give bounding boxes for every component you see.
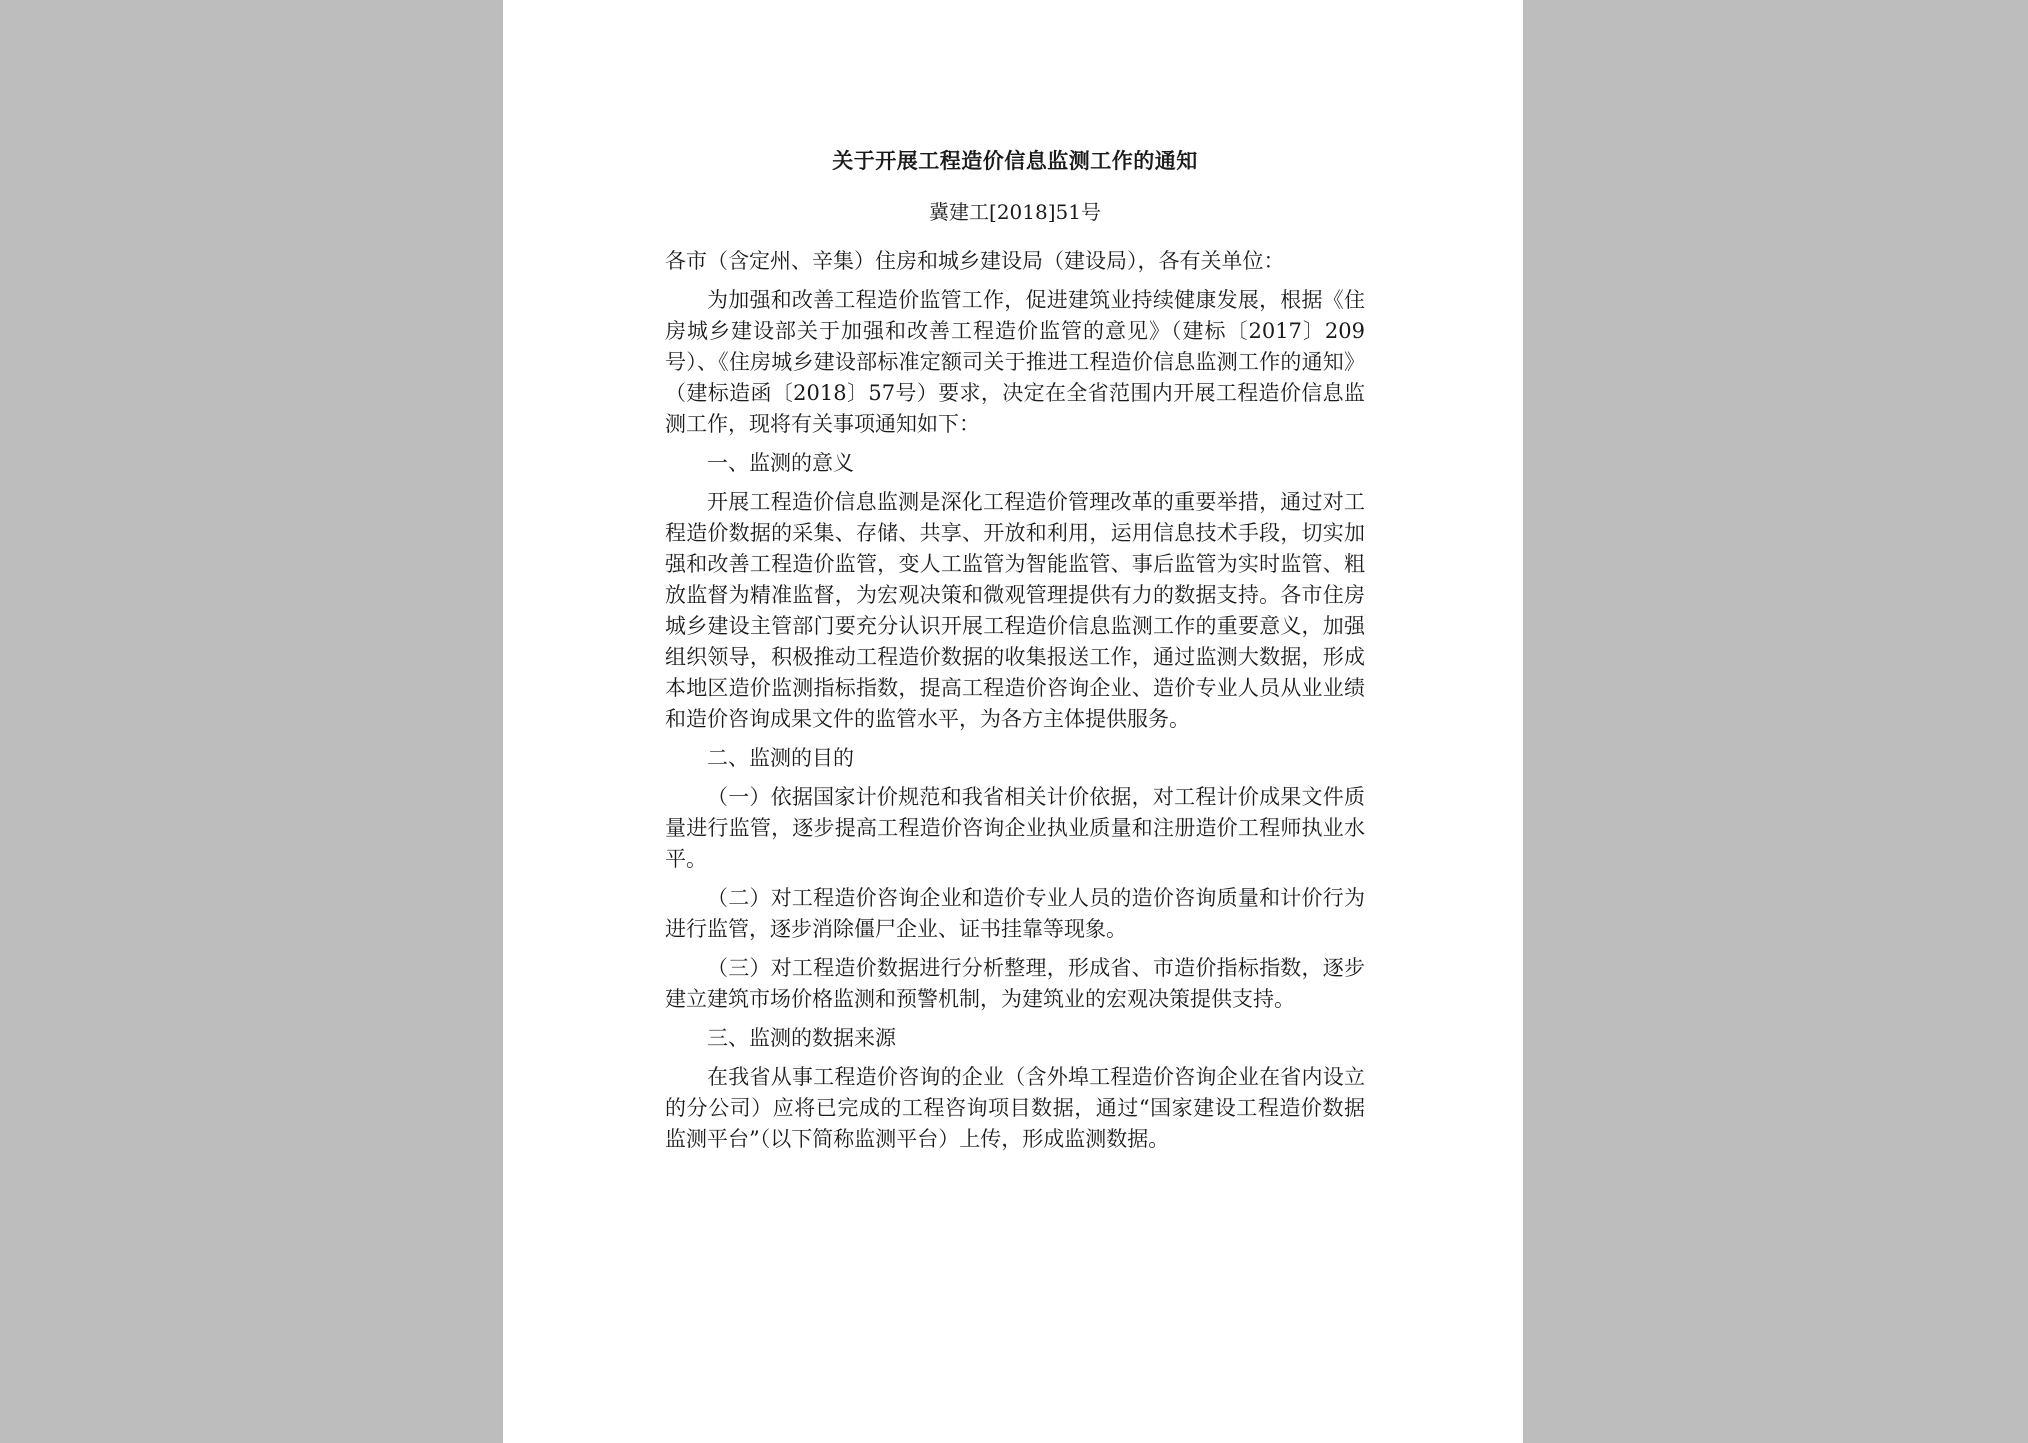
salutation: 各市（含定州、辛集）住房和城乡建设局（建设局），各有关单位： (665, 249, 1285, 273)
section-heading-purpose: 二、监测的目的 (707, 746, 854, 770)
section-body-data-source: 在我省从事工程造价咨询的企业（含外埠工程造价咨询企业在省内设立的分公司）应将已完成的工程咨询项目数据，通过“国家建设工程造价数据监测平台”（以下简称监测平台）上传，形成监测数据。 (665, 1065, 1365, 1151)
intro-paragraph: 为加强和改善工程造价监管工作，促进建筑业持续健康发展，根据《住房城乡建设部关于加强和改善工程造价监管的意见》（建标〔2017〕209号）、《住房城乡建设部标准定额司关于推进工程造价信息监测工作的通知》（建标造函〔2018〕57号）要求，决定在全省范围内开展工程造价信息监测工作，现将有关事项通知如下： (665, 288, 1365, 436)
purpose-item-1: （一）依据国家计价规范和我省相关计价依据，对工程计价成果文件质量进行监管，逐步提高工程造价咨询企业执业质量和注册造价工程师执业水平。 (665, 785, 1365, 871)
section-heading-data-source: 三、监测的数据来源 (707, 1026, 896, 1050)
document-page (503, 0, 1523, 1443)
section-heading-significance: 一、监测的意义 (707, 451, 854, 475)
page-content (665, 146, 1365, 1163)
section-body-significance: 开展工程造价信息监测是深化工程造价管理改革的重要举措，通过对工程造价数据的采集、存储、共享、开放和利用，运用信息技术手段，切实加强和改善工程造价监管，变人工监管为智能监管、事后监管为实时监管、粗放监督为精准监督，为宏观决策和微观管理提供有力的数据支持。各市住房城乡建设主管部门要充分认识开展工程造价信息监测工作的重要意义，加强组织领导，积极推动工程造价数据的收集报送工作，通过监测大数据，形成本地区造价监测指标指数，提高工程造价咨询企业、造价专业人员从业业绩和造价咨询成果文件的监管水平，为各方主体提供服务。 (665, 490, 1365, 731)
purpose-item-3: （三）对工程造价数据进行分析整理，形成省、市造价指标指数，逐步建立建筑市场价格监测和预警机制，为建筑业的宏观决策提供支持。 (665, 956, 1365, 1011)
document-title: 关于开展工程造价信息监测工作的通知 (832, 148, 1198, 173)
document-number: 冀建工[2018]51号 (929, 200, 1101, 224)
purpose-item-2: （二）对工程造价咨询企业和造价专业人员的造价咨询质量和计价行为进行监管，逐步消除僵尸企业、证书挂靠等现象。 (665, 886, 1365, 941)
